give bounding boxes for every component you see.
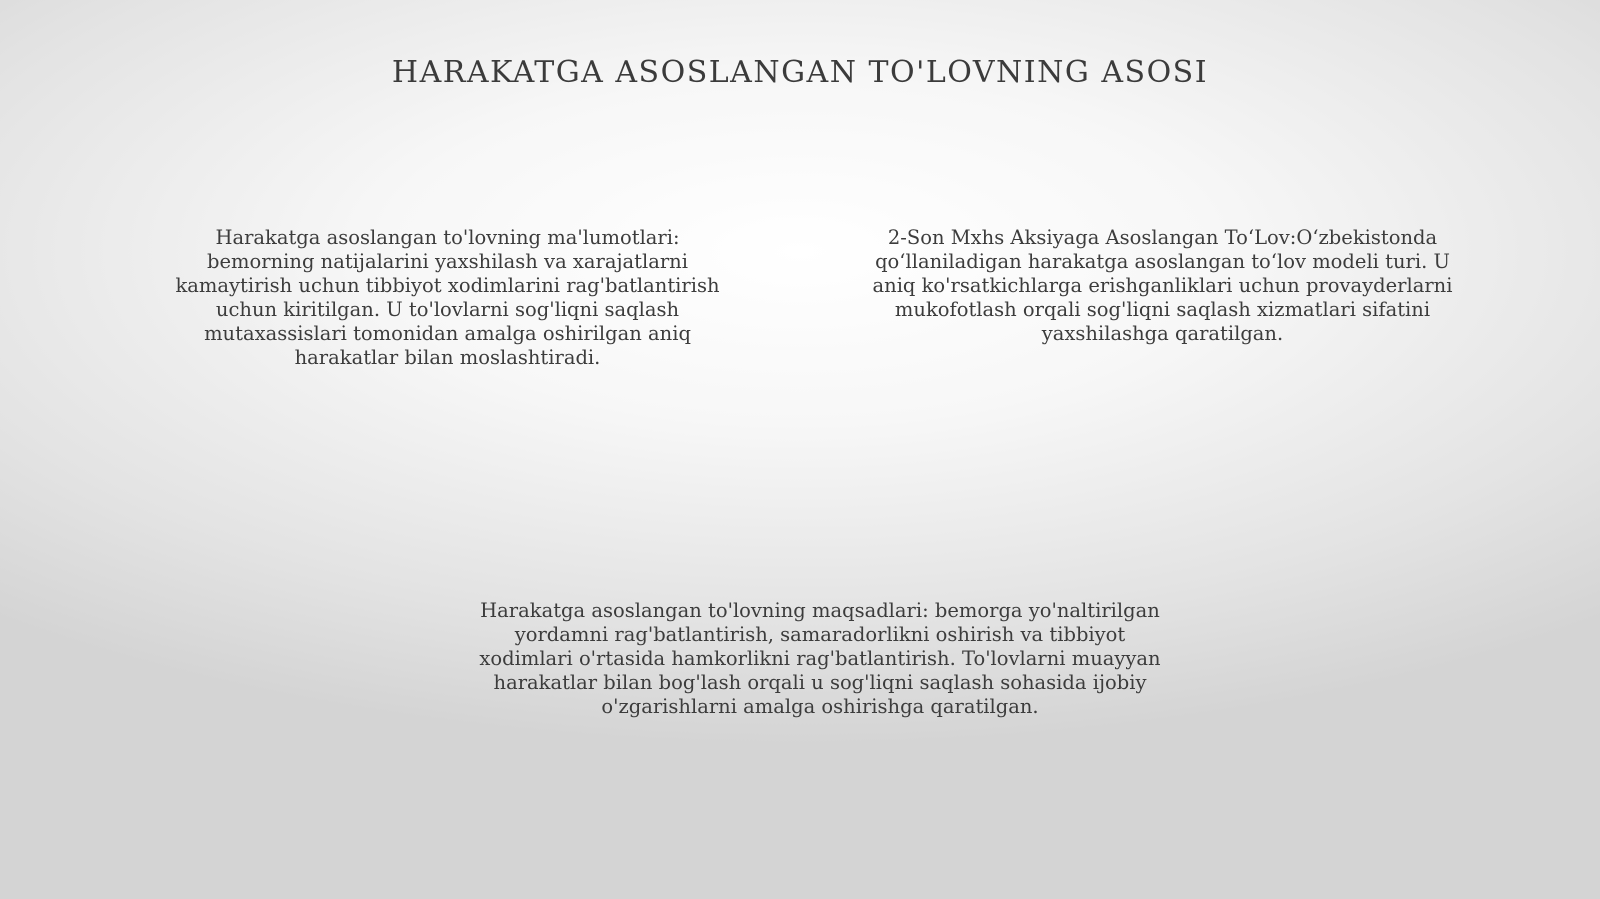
text-block-model-description: 2-Son Mxhs Aksiyaga Asoslangan To‘Lov:O‘zbekistonda qo‘llaniladigan harakatga asoslangan to‘lov modeli turi. U aniq ko'rsatkichlarga erishganliklari uchun provayderlarni mukofotlash orqali sog'liqni saqlash xizmatlari sifatini yaxshilashga qaratilgan. xyxy=(872,226,1453,345)
slide-title: HARAKATGA ASOSLANGAN TO'LOVNING ASOSI xyxy=(391,55,1209,90)
text-block-data-info: Harakatga asoslangan to'lovning ma'lumotlari: bemorning natijalarini yaxshilash va xarajatlarni kamaytirish uchun tibbiyot xodimlarini rag'batlantirish uchun kiritilgan. U to'lovlarni sog'liqni saqlash mutaxassislari tomonidan amalga oshirilgan aniq harakatlar bilan moslashtiradi. xyxy=(175,226,720,369)
text-block-goals: Harakatga asoslangan to'lovning maqsadlari: bemorga yo'naltirilgan yordamni rag'batlantirish, samaradorlikni oshirish va tibbiyot xodimlari o'rtasida hamkorlikni rag'batlantirish. To'lovlarni muayyan harakatlar bilan bog'lash orqali u sog'liqni saqlash sohasida ijobiy o'zgarishlarni amalga oshirishga qaratilgan. xyxy=(479,599,1161,718)
